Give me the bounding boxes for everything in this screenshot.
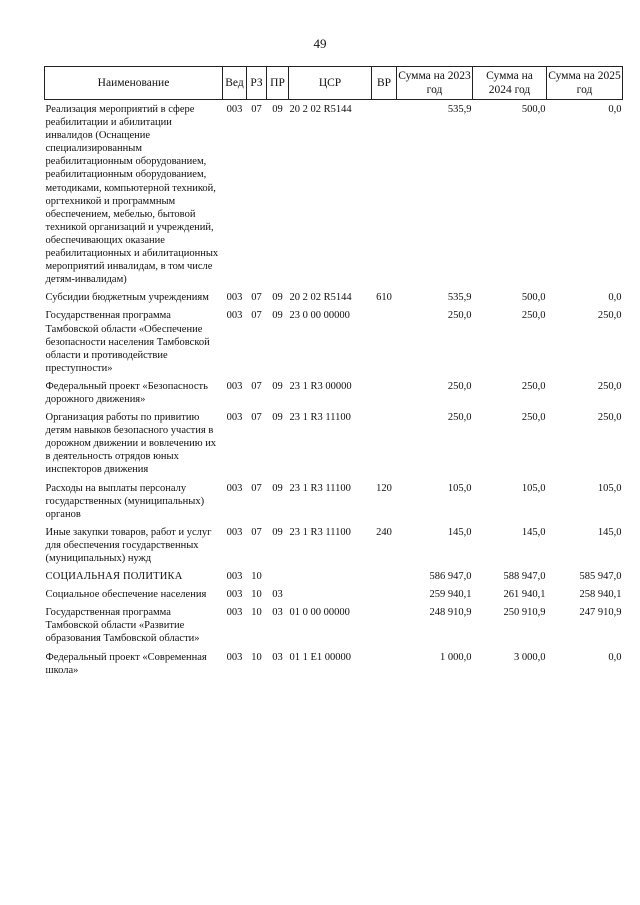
row-sum-2023: 1 000,0 xyxy=(440,651,472,663)
row-csr: 23 1 R3 00000 xyxy=(289,380,352,392)
row-pr: 09 xyxy=(272,292,283,304)
row-vr xyxy=(372,588,397,606)
row-sum-2025: 258 940,1 xyxy=(579,589,622,601)
table-row xyxy=(45,526,623,570)
row-ved: 003 xyxy=(226,526,243,538)
row-rz: 07 xyxy=(251,310,262,322)
header-ved: Вед xyxy=(223,67,247,100)
row-csr xyxy=(289,588,372,606)
row-sum-2024: 145,0 xyxy=(521,526,546,538)
row-sum-2023: 535,9 xyxy=(447,292,472,304)
row-ved: 003 xyxy=(226,571,243,583)
row-name: СОЦИАЛЬНАЯ ПОЛИТИКА xyxy=(45,571,183,583)
row-csr: 23 1 R3 11100 xyxy=(289,526,351,538)
row-name: Федеральный проект «Современная школа» xyxy=(45,651,207,676)
row-ved: 003 xyxy=(226,310,243,322)
row-sum-2023: 535,9 xyxy=(447,104,472,115)
row-ved: 003 xyxy=(226,380,243,392)
row-sum-2024: 588 947,0 xyxy=(503,571,546,583)
row-sum-2025: 250,0 xyxy=(597,380,622,392)
row-pr: 03 xyxy=(272,607,283,619)
row-sum-2025: 247 910,9 xyxy=(579,607,622,619)
row-pr: 03 xyxy=(272,651,283,663)
row-rz: 10 xyxy=(251,651,262,663)
row-vr xyxy=(372,570,397,588)
row-sum-2024: 500,0 xyxy=(521,104,546,115)
table-row xyxy=(45,482,623,526)
row-rz: 10 xyxy=(251,607,262,619)
row-vr xyxy=(372,100,397,292)
table-row xyxy=(45,380,623,411)
row-sum-2025: 250,0 xyxy=(597,310,622,322)
row-sum-2023: 145,0 xyxy=(447,526,472,538)
row-name: Реализация мероприятий в сфере реабилитации и абилитации инвалидов (Оснащение специализированным реабилитационным оборудованием, реабилитационным оборудованием, методиками, компьютерной техникой, оргтехникой и программным обеспечением, мебелью, бытовой техникой организаций и учреждений, обеспечивающих оказание реабилитационных и абилитационных мероприятий инвалидам, в том числе детям-инвалидам) xyxy=(45,104,219,286)
row-csr: 23 0 00 00000 xyxy=(289,310,350,322)
row-ved: 003 xyxy=(226,589,243,601)
row-csr xyxy=(289,570,372,588)
row-rz: 07 xyxy=(251,482,262,494)
row-sum-2024: 105,0 xyxy=(521,482,546,494)
row-csr: 20 2 02 R5144 xyxy=(289,104,352,115)
header-rz: РЗ xyxy=(247,67,267,100)
row-sum-2023: 586 947,0 xyxy=(429,571,472,583)
row-rz: 10 xyxy=(251,589,262,601)
row-sum-2025: 105,0 xyxy=(597,482,622,494)
row-ved: 003 xyxy=(226,104,243,115)
row-sum-2024: 3 000,0 xyxy=(514,651,546,663)
row-sum-2024: 250,0 xyxy=(521,412,546,424)
header-row xyxy=(45,67,623,100)
row-ved: 003 xyxy=(226,292,243,304)
header-sum-2024: Сумма на 2024 год xyxy=(473,67,547,100)
row-rz: 10 xyxy=(251,571,262,583)
row-csr: 01 0 00 00000 xyxy=(289,607,350,619)
row-pr: 03 xyxy=(272,589,283,601)
table-row xyxy=(45,291,623,309)
header-vr: ВР xyxy=(372,67,397,100)
row-vr xyxy=(372,380,397,411)
row-rz: 07 xyxy=(251,292,262,304)
row-ved: 003 xyxy=(226,482,243,494)
row-vr: 240 xyxy=(376,526,392,538)
row-sum-2023: 259 940,1 xyxy=(429,589,472,601)
row-name: Иные закупки товаров, работ и услуг для обеспечения государственных (муниципальных) нужд xyxy=(45,526,212,564)
row-sum-2025: 585 947,0 xyxy=(579,571,622,583)
row-sum-2023: 248 910,9 xyxy=(429,607,472,619)
page-number: 49 xyxy=(313,36,327,51)
row-sum-2025: 0,0 xyxy=(608,292,622,304)
row-ved: 003 xyxy=(226,607,243,619)
row-csr: 23 1 R3 11100 xyxy=(289,412,351,424)
row-rz: 07 xyxy=(251,412,262,424)
row-vr: 610 xyxy=(376,292,392,304)
row-rz: 07 xyxy=(251,380,262,392)
row-name: Организация работы по привитию детям навыков безопасного участия в дорожном движении и вовлечению их в деятельность отрядов юных инспекторов движения xyxy=(45,412,217,476)
row-sum-2024: 500,0 xyxy=(521,292,546,304)
row-vr xyxy=(372,309,397,379)
table-row xyxy=(45,570,623,588)
header-name: Наименование xyxy=(45,67,223,100)
row-csr: 23 1 R3 11100 xyxy=(289,482,351,494)
budget-table xyxy=(44,66,623,682)
row-name: Государственная программа Тамбовской области «Обеспечение безопасности населения Тамбовской области и противодействие преступности» xyxy=(45,310,210,374)
row-sum-2025: 250,0 xyxy=(597,412,622,424)
row-name: Субсидии бюджетным учреждениям xyxy=(45,292,209,304)
row-csr: 01 1 E1 00000 xyxy=(289,651,352,663)
row-pr xyxy=(267,570,289,588)
row-pr: 09 xyxy=(272,380,283,392)
row-rz: 07 xyxy=(251,104,262,115)
row-vr xyxy=(372,411,397,481)
row-pr: 09 xyxy=(272,526,283,538)
table-row xyxy=(45,651,623,682)
row-rz: 07 xyxy=(251,526,262,538)
row-sum-2025: 0,0 xyxy=(608,104,622,115)
row-ved: 003 xyxy=(226,412,243,424)
header-sum-2025: Сумма на 2025 год xyxy=(547,67,623,100)
row-pr: 09 xyxy=(272,412,283,424)
row-sum-2023: 105,0 xyxy=(447,482,472,494)
row-sum-2024: 250,0 xyxy=(521,310,546,322)
table-row xyxy=(45,588,623,606)
table-row xyxy=(45,309,623,379)
table-row xyxy=(45,411,623,481)
row-ved: 003 xyxy=(226,651,243,663)
row-sum-2025: 145,0 xyxy=(597,526,622,538)
row-pr: 09 xyxy=(272,310,283,322)
row-sum-2024: 261 940,1 xyxy=(503,589,546,601)
row-vr: 120 xyxy=(376,482,392,494)
row-sum-2025: 0,0 xyxy=(608,651,622,663)
row-name: Расходы на выплаты персоналу государственных (муниципальных) органов xyxy=(45,482,205,520)
row-sum-2023: 250,0 xyxy=(447,412,472,424)
row-sum-2023: 250,0 xyxy=(447,310,472,322)
row-vr xyxy=(372,651,397,682)
row-name: Социальное обеспечение населения xyxy=(45,589,207,601)
row-pr: 09 xyxy=(272,482,283,494)
row-sum-2024: 250 910,9 xyxy=(503,607,546,619)
row-pr: 09 xyxy=(272,104,283,115)
header-csr: ЦСР xyxy=(289,67,372,100)
row-sum-2023: 250,0 xyxy=(447,380,472,392)
row-sum-2024: 250,0 xyxy=(521,380,546,392)
row-name: Федеральный проект «Безопасность дорожного движения» xyxy=(45,380,208,405)
table-row xyxy=(45,606,623,650)
header-sum-2023: Сумма на 2023 год xyxy=(397,67,473,100)
row-csr: 20 2 02 R5144 xyxy=(289,292,352,304)
row-name: Государственная программа Тамбовской области «Развитие образования Тамбовской области» xyxy=(45,607,200,645)
row-vr xyxy=(372,606,397,650)
table-row xyxy=(45,100,623,292)
header-pr: ПР xyxy=(267,67,289,100)
